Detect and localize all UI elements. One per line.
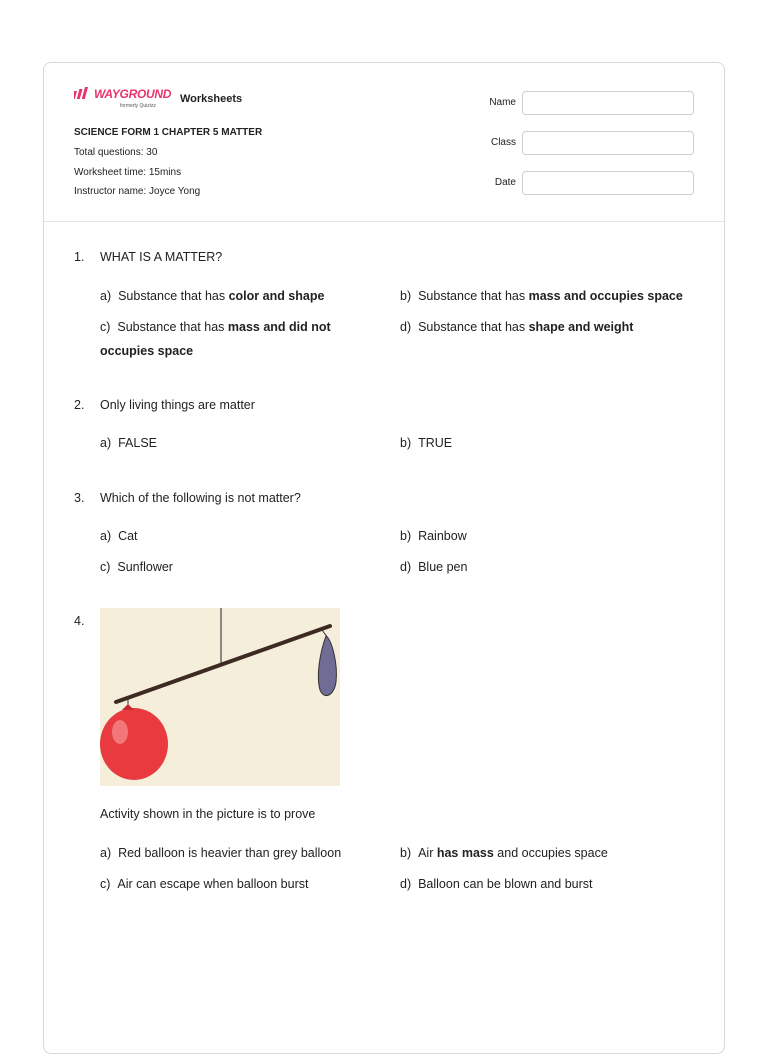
date-field[interactable] xyxy=(522,171,694,195)
class-field[interactable] xyxy=(522,131,694,155)
balloon-balance-illustration xyxy=(100,608,340,786)
balloon-balance-image xyxy=(100,608,340,786)
worksheet-title: SCIENCE FORM 1 CHAPTER 5 MATTER xyxy=(74,127,263,138)
class-label: Class xyxy=(490,137,516,148)
worksheet-time: Worksheet time: 15mins xyxy=(74,167,182,178)
option-2a[interactable]: a) FALSE xyxy=(100,436,157,450)
question-text: Which of the following is not matter? xyxy=(100,491,301,505)
red-balloon-knot xyxy=(122,704,134,710)
question-number: 2. xyxy=(74,398,85,412)
option-4b[interactable]: b) Air has mass and occupies space xyxy=(400,846,608,860)
total-questions: Total questions: 30 xyxy=(74,147,158,158)
option-1c[interactable]: c) Substance that has mass and did not occupies space xyxy=(100,320,331,358)
option-1a[interactable]: a) Substance that has color and shape xyxy=(100,289,325,303)
question-text: WHAT IS A MATTER? xyxy=(100,250,223,264)
logo-wordmark xyxy=(74,87,171,101)
question-number: 1. xyxy=(74,250,85,264)
worksheet-header xyxy=(44,63,724,222)
option-3b[interactable]: b) Rainbow xyxy=(400,529,467,543)
question-text: Only living things are matter xyxy=(100,398,255,412)
instructor-name: Instructor name: Joyce Yong xyxy=(74,186,201,197)
balloon-highlight xyxy=(112,720,128,744)
name-field[interactable] xyxy=(522,91,694,115)
grey-balloon xyxy=(318,636,336,696)
option-3c[interactable]: c) Sunflower xyxy=(100,560,173,574)
question-number: 3. xyxy=(74,491,85,505)
product-name: Worksheets xyxy=(180,93,243,105)
option-4d[interactable]: d) Balloon can be blown and burst xyxy=(400,877,593,891)
logo-subtitle: formerly Quizizz xyxy=(120,103,156,109)
option-3d[interactable]: d) Blue pen xyxy=(400,560,468,574)
option-4a[interactable]: a) Red balloon is heavier than grey balloon xyxy=(100,846,342,860)
logo-bars-icon xyxy=(74,87,94,99)
option-3a[interactable]: a) Cat xyxy=(100,529,138,543)
question-number: 4. xyxy=(74,614,85,628)
option-1d[interactable]: d) Substance that has shape and weight xyxy=(400,320,634,334)
question-text: Activity shown in the picture is to prove xyxy=(100,807,316,821)
option-4c[interactable]: c) Air can escape when balloon burst xyxy=(100,877,309,891)
logo-text: WAYGROUND xyxy=(94,87,172,101)
balance-stick xyxy=(116,626,330,702)
red-balloon xyxy=(100,708,168,780)
option-2b[interactable]: b) TRUE xyxy=(400,436,453,450)
option-1b[interactable]: b) Substance that has mass and occupies space xyxy=(400,289,683,303)
name-label: Name xyxy=(489,97,516,108)
date-label: Date xyxy=(494,177,516,188)
